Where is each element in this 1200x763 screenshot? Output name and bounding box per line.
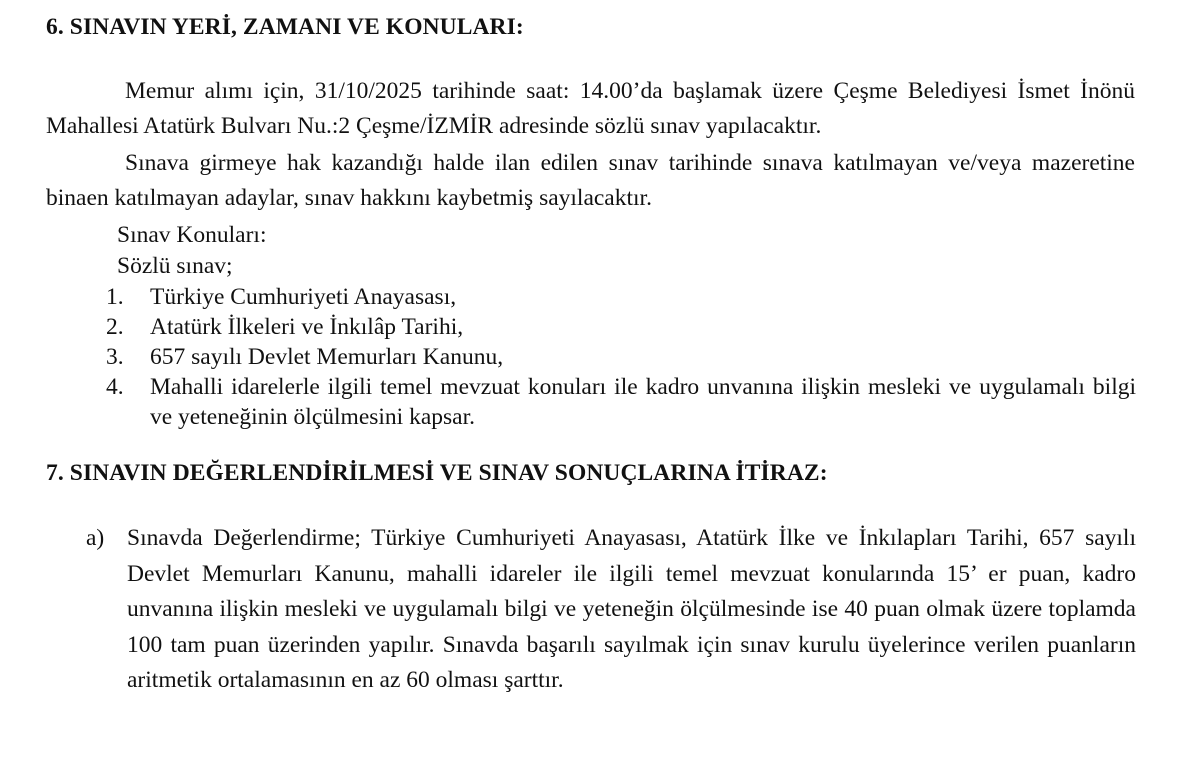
list-item — [86, 521, 1136, 699]
list-item — [106, 282, 1136, 312]
list-item-text: Sınavda Değerlendirme; Türkiye Cumhuriyeti Anayasası, Atatürk İlke ve İnkılapları Tarihi, 657 sayılı Devlet Memurları Kanunu, mahalli idareler ile ilgili temel mevzuat konularında 15’ er puan, kadro unvanına ilişkin mesleki ve uygulamalı bilgi ve yeteneğin ölçülmesinde ise 40 puan olmak üzere toplamda 100 tam puan üzerinden yapılır. Sınavda başarılı sayılmak için sınav kurulu üyelerince verilen puanların aritmetik ortalamasının en az 60 olması şarttır. — [127, 525, 1136, 693]
list-item-number: 4. — [106, 374, 124, 400]
list-item — [106, 312, 1136, 342]
exam-topics-label: Sınav Konuları: — [117, 222, 267, 248]
list-item-number: 1. — [106, 284, 124, 310]
section-6-paragraph-1: Memur alımı için, 31/10/2025 tarihinde saat: 14.00’da başlamak üzere Çeşme Belediyesi İsmet İnönü Mahallesi Atatürk Bulvarı Nu.:2 Çeşme/İZMİR adresinde sözlü sınav yapılacaktır. — [46, 78, 1135, 139]
section-7-heading: 7. SINAVIN DEĞERLENDİRİLMESİ VE SINAV SONUÇLARINA İTİRAZ: — [46, 460, 828, 486]
list-item-number: 3. — [106, 344, 124, 370]
list-item-number: 2. — [106, 314, 124, 340]
list-item — [106, 342, 1136, 372]
section-6-heading: 6. SINAVIN YERİ, ZAMANI VE KONULARI: — [46, 14, 524, 40]
exam-topics-list — [106, 282, 1136, 432]
list-item-text: Mahalli idarelerle ilgili temel mevzuat konuları ile kadro unvanına ilişkin mesleki ve uygulamalı bilgi ve yeteneğinin ölçülmesini kapsar. — [150, 374, 1136, 430]
list-item — [106, 372, 1136, 432]
oral-exam-label: Sözlü sınav; — [117, 253, 233, 279]
list-item-text: Türkiye Cumhuriyeti Anayasası, — [150, 284, 457, 310]
list-item-number: a) — [86, 525, 105, 551]
list-item-text: Atatürk İlkeleri ve İnkılâp Tarihi, — [150, 314, 464, 340]
list-item-text: 657 sayılı Devlet Memurları Kanunu, — [150, 344, 504, 370]
evaluation-list — [86, 521, 1136, 699]
section-6-paragraph-2: Sınava girmeye hak kazandığı halde ilan edilen sınav tarihinde sınava katılmayan ve/veya mazeretine binaen katılmayan adaylar, sınav hakkını kaybetmiş sayılacaktır. — [46, 150, 1135, 211]
